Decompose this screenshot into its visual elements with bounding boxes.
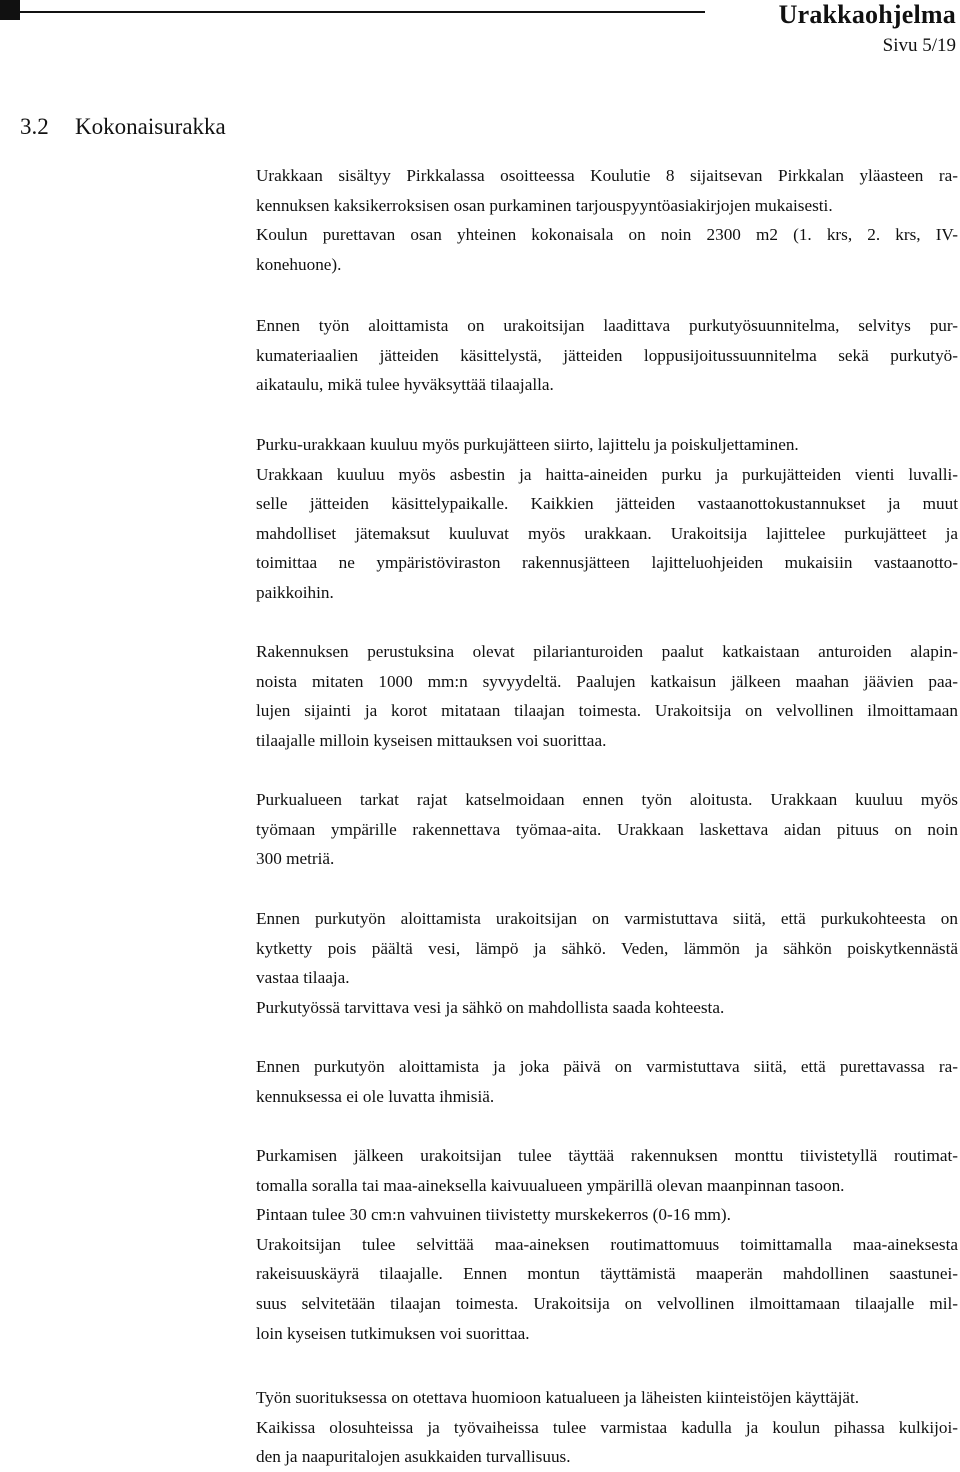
paragraph-line: lujen sijainti ja korot mitataan tilaajan toimesta. Urakoitsija on velvollinen ilmoittamaan	[256, 701, 958, 721]
header-square-mark	[0, 0, 20, 20]
paragraph-line: noista mitaten 1000 mm:n syvyydeltä. Paalujen katkaisun jälkeen maahan jäävien paa-	[256, 671, 958, 691]
paragraph-line: den ja naapuritalojen asukkaiden turvallisuus.	[256, 1447, 571, 1467]
paragraph-line: tomalla soralla tai maa-aineksella kaivuualueen ympärillä olevan maanpinnan tasoon.	[256, 1175, 845, 1195]
paragraph-line: konehuone).	[256, 254, 342, 274]
paragraph-line: loin kyseisen tutkimuksen voi suorittaa.	[256, 1323, 530, 1343]
paragraph-line: kumateriaalien jätteiden käsittelystä, jätteiden loppusijoitussuunnitelma sekä purkutyö-	[256, 345, 958, 365]
paragraph-line: rakeisuuskäyrä tilaajalle. Ennen montun täyttämistä maaperän mahdollinen saastunei-	[256, 1264, 958, 1284]
paragraph-line: Purkutyössä tarvittava vesi ja sähkö on mahdollista saada kohteesta.	[256, 997, 725, 1017]
paragraph-line: Purkamisen jälkeen urakoitsijan tulee täyttää rakennuksen monttu tiivistetyllä routimat-	[256, 1146, 958, 1165]
page-number: Sivu 5/19	[882, 35, 956, 56]
paragraph-line: Kaikissa olosuhteissa ja työvaiheissa tulee varmistaa kadulla ja koulun pihassa kulkijoi-	[256, 1417, 958, 1437]
paragraph-line: Ennen purkutyön aloittamista ja joka päivä on varmistuttava siitä, että purettavassa ra-	[256, 1057, 958, 1076]
paragraph	[256, 430, 958, 608]
paragraph-line: kytketty pois päältä vesi, lämpö ja sähkö. Veden, lämmön ja sähkön poiskytkennästä	[256, 938, 958, 958]
paragraph-line: mahdolliset jätemaksut kuuluvat myös urakkaan. Urakoitsija lajittelee purkujätteet ja	[256, 523, 958, 543]
document-title: Urakkaohjelma	[778, 0, 956, 29]
paragraph-line: kennuksen kaksikerroksisen osan purkaminen tarjouspyyntöasiakirjojen mukaisesti.	[256, 195, 833, 215]
paragraph-line: selle jätteiden käsittelypaikalle. Kaikkien jätteiden vastaanottokustannukset ja muut	[256, 494, 958, 514]
paragraph	[256, 311, 958, 400]
paragraph-line: Urakkaan kuuluu myös asbestin ja haitta-aineiden purku ja purkujätteiden vienti luvalli-	[256, 464, 958, 484]
paragraph	[256, 161, 958, 279]
paragraph-line: 300 metriä.	[256, 849, 335, 869]
paragraph	[256, 637, 958, 755]
paragraph-line: aikataulu, mikä tulee hyväksyttää tilaajalla.	[256, 375, 554, 395]
paragraph-line: toimittaa ne ympäristöviraston rakennusjätteen lajitteluohjeiden mukaisiin vastaanotto-	[256, 553, 958, 573]
paragraph	[256, 785, 958, 874]
paragraph-line: Pintaan tulee 30 cm:n vahvuinen tiivistetty murskekerros (0-16 mm).	[256, 1205, 731, 1225]
section-heading	[20, 114, 226, 140]
paragraph	[256, 1383, 958, 1472]
paragraph-line: kennuksessa ei ole luvatta ihmisiä.	[256, 1086, 495, 1106]
paragraph-line: työmaan ympärille rakennettava työmaa-aita. Urakkaan laskettava aidan pituus on noin	[256, 819, 958, 839]
header-rule	[20, 11, 705, 13]
paragraph-line: paikkoihin.	[256, 582, 334, 602]
paragraph	[256, 1052, 958, 1111]
paragraph-line: Ennen purkutyön aloittamista urakoitsijan on varmistuttava siitä, että purkukohteesta on	[256, 909, 958, 928]
paragraph-line: Urakoitsijan tulee selvittää maa-aineksen routimattomuus toimittamalla maa-aineksesta	[256, 1234, 958, 1254]
paragraph	[256, 904, 958, 1022]
paragraph	[256, 1141, 958, 1348]
paragraph-line: Purku-urakkaan kuuluu myös purkujätteen siirto, lajittelu ja poiskuljettaminen.	[256, 435, 799, 454]
paragraph-line: Työn suorituksessa on otettava huomioon katualueen ja läheisten kiinteistöjen käyttäjät.	[256, 1388, 860, 1407]
section-number: 3.2	[20, 114, 49, 139]
paragraph-line: tilaajalle milloin kyseisen mittauksen voi suorittaa.	[256, 730, 607, 750]
section-title: Kokonaisurakka	[75, 114, 226, 139]
paragraph-line: suus selvitetään tilaajan toimesta. Urakoitsija on velvollinen ilmoittamaan tilaajalle mil-	[256, 1293, 958, 1313]
paragraph-line: Ennen työn aloittamista on urakoitsijan laadittava purkutyösuunnitelma, selvitys pur-	[256, 316, 958, 335]
paragraph-line: vastaa tilaaja.	[256, 968, 350, 988]
paragraph-line: Purkualueen tarkat rajat katselmoidaan ennen työn aloitusta. Urakkaan kuuluu myös	[256, 790, 958, 809]
paragraph-line: Urakkaan sisältyy Pirkkalassa osoitteessa Koulutie 8 sijaitsevan Pirkkalan yläasteen ra-	[256, 166, 958, 185]
paragraph-line: Koulun purettavan osan yhteinen kokonaisala on noin 2300 m2 (1. krs, 2. krs, IV-	[256, 225, 958, 245]
paragraph-line: Rakennuksen perustuksina olevat pilarianturoiden paalut katkaistaan anturoiden alapin-	[256, 642, 958, 661]
